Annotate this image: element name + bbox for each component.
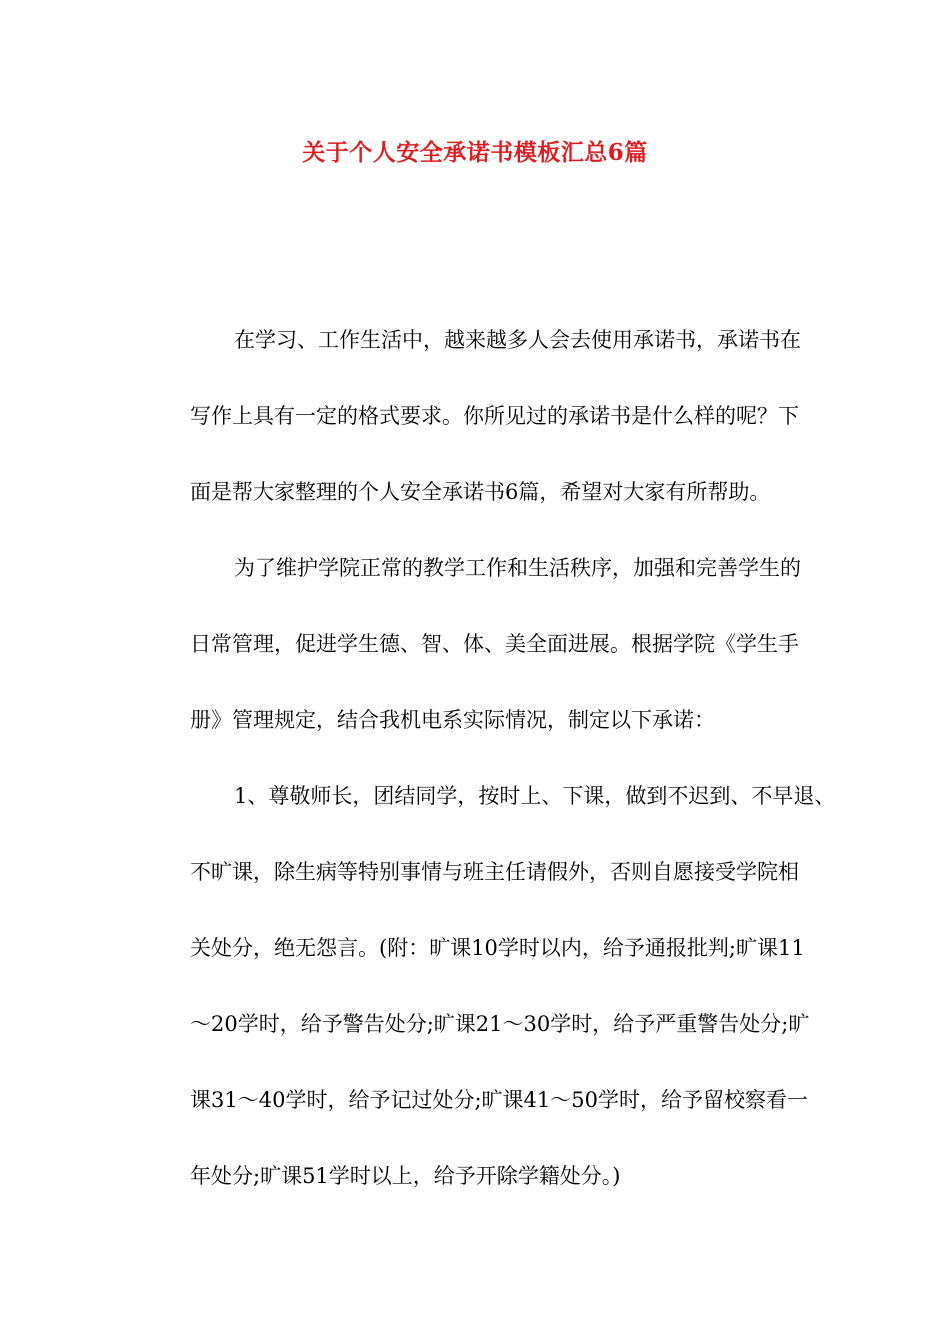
paragraph-item-1 bbox=[146, 758, 836, 1214]
text-line: ～20学时，给予警告处分;旷课21～30学时，给予严重警告处分;旷 bbox=[190, 1012, 810, 1036]
text-line: 课31～40学时，给予记过处分;旷课41～50学时，给予留校察看一 bbox=[190, 1088, 808, 1112]
text-line: 在学习、工作生活中，越来越多人会去使用承诺书，承诺书在 bbox=[234, 328, 801, 352]
text-line: 面是帮大家整理的个人安全承诺书6篇，希望对大家有所帮助。 bbox=[190, 480, 771, 504]
text-line: 日常管理，促进学生德、智、体、美全面进展。根据学院《学生手 bbox=[190, 632, 799, 656]
text-line: 写作上具有一定的格式要求。你所见过的承诺书是什么样的呢？下 bbox=[190, 404, 799, 428]
document-title: 关于个人安全承诺书模板汇总6篇 bbox=[302, 139, 648, 166]
text-line: 关处分，绝无怨言。(附：旷课10学时以内，给予通报批判;旷课11 bbox=[190, 936, 805, 960]
paragraph-intro bbox=[146, 302, 816, 530]
document-body bbox=[146, 302, 836, 1214]
text-line: 年处分;旷课51学时以上，给予开除学籍处分。) bbox=[190, 1164, 621, 1188]
text-line: 为了维护学院正常的教学工作和生活秩序，加强和完善学生的 bbox=[234, 556, 801, 580]
text-line: 册》管理规定，结合我机电系实际情况，制定以下承诺： bbox=[190, 708, 715, 732]
text-line: 1、尊敬师长，团结同学，按时上、下课，做到不迟到、不早退、 bbox=[234, 784, 836, 808]
paragraph-purpose bbox=[146, 530, 816, 758]
text-line: 不旷课，除生病等特别事情与班主任请假外，否则自愿接受学院相 bbox=[190, 860, 799, 884]
